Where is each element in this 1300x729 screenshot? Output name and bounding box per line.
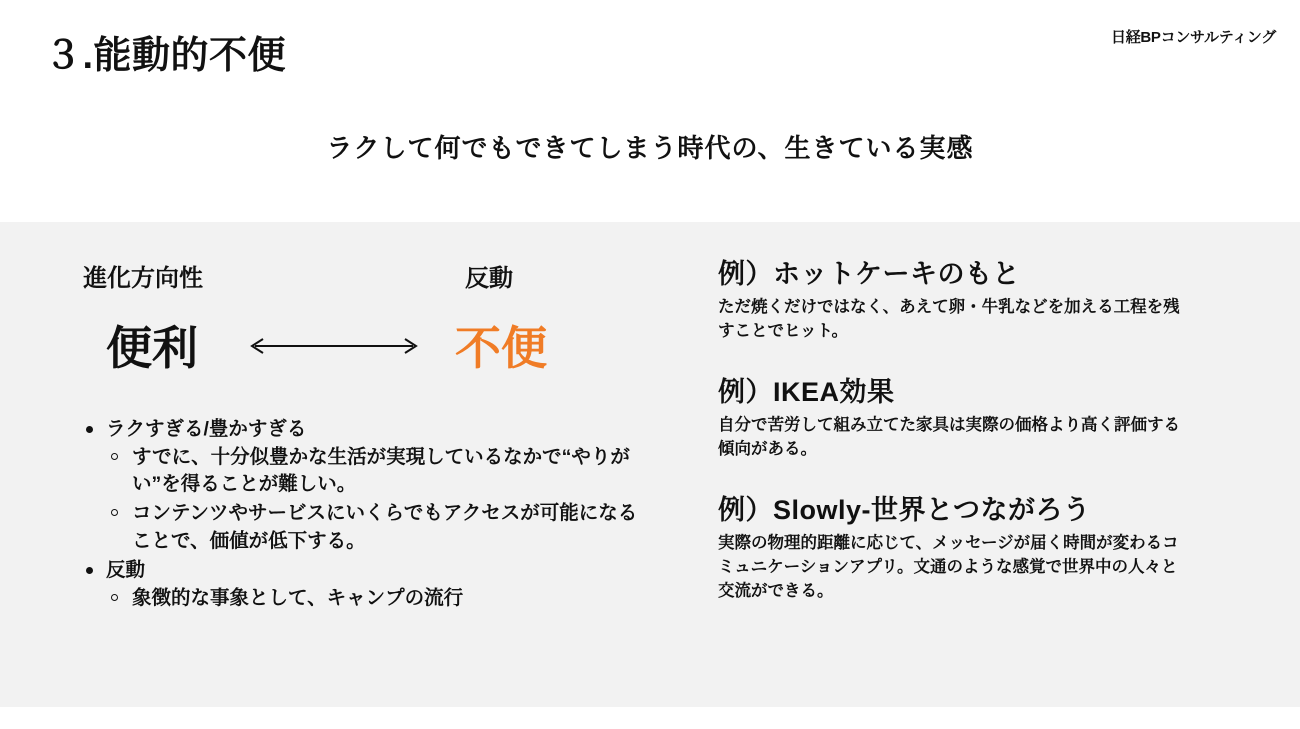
list-item bbox=[80, 416, 640, 555]
example-block bbox=[718, 252, 1188, 344]
right-column bbox=[718, 252, 1188, 603]
axis-pole-left: 便利 bbox=[106, 322, 198, 374]
bullet-list bbox=[80, 416, 640, 613]
axis-label-right: 反動 bbox=[465, 265, 513, 292]
axis-pole-right: 不便 bbox=[455, 322, 547, 374]
list-item bbox=[106, 444, 640, 499]
bullet-subtext: コンテンツやサービスにいくらでもアクセスが可能になることで、価値が低下する。 bbox=[132, 502, 638, 552]
slide-subtitle: ラクして何でもできてしまう時代の、生きている実感 bbox=[326, 133, 974, 163]
example-block bbox=[718, 488, 1188, 604]
example-body: ただ焼くだけではなく、あえて卵・牛乳などを加える工程を残すことでヒット。 bbox=[718, 298, 1180, 340]
axis-row bbox=[80, 312, 640, 392]
page-title: ３.能動的不便 bbox=[44, 35, 287, 77]
double-arrow-icon bbox=[245, 336, 423, 356]
example-body: 自分で苦労して組み立てた家具は実際の価格より高く評価する傾向がある。 bbox=[718, 415, 1180, 458]
bullet-subtext: 象徴的な事象として、キャンプの流行 bbox=[132, 587, 464, 610]
example-block bbox=[718, 370, 1188, 462]
example-title: 例）Slowly-世界とつながろう bbox=[718, 494, 1091, 525]
list-item bbox=[106, 500, 640, 555]
bullet-text: 反動 bbox=[106, 559, 146, 582]
example-body: 実際の物理的距離に応じて、メッセージが届く時間が変わるコミュニケーションアプリ。文通のような感覚で世界中の人々と交流ができる。 bbox=[718, 533, 1179, 600]
bullet-subtext: すでに、十分似豊かな生活が実現しているなかで“やりがい”を得ることが難しい。 bbox=[132, 445, 630, 496]
example-title: 例）ホットケーキのもと bbox=[718, 259, 1020, 289]
brand-logo: 日経BPコンサルティング bbox=[1111, 29, 1276, 46]
example-title: 例）IKEA効果 bbox=[718, 376, 895, 407]
axis-labels bbox=[80, 258, 640, 302]
list-item bbox=[106, 585, 640, 613]
axis-label-left: 進化方向性 bbox=[83, 265, 203, 292]
bullet-text: ラクすぎる/豊かすぎる bbox=[106, 418, 307, 440]
list-item bbox=[80, 557, 640, 612]
left-column bbox=[80, 258, 640, 615]
